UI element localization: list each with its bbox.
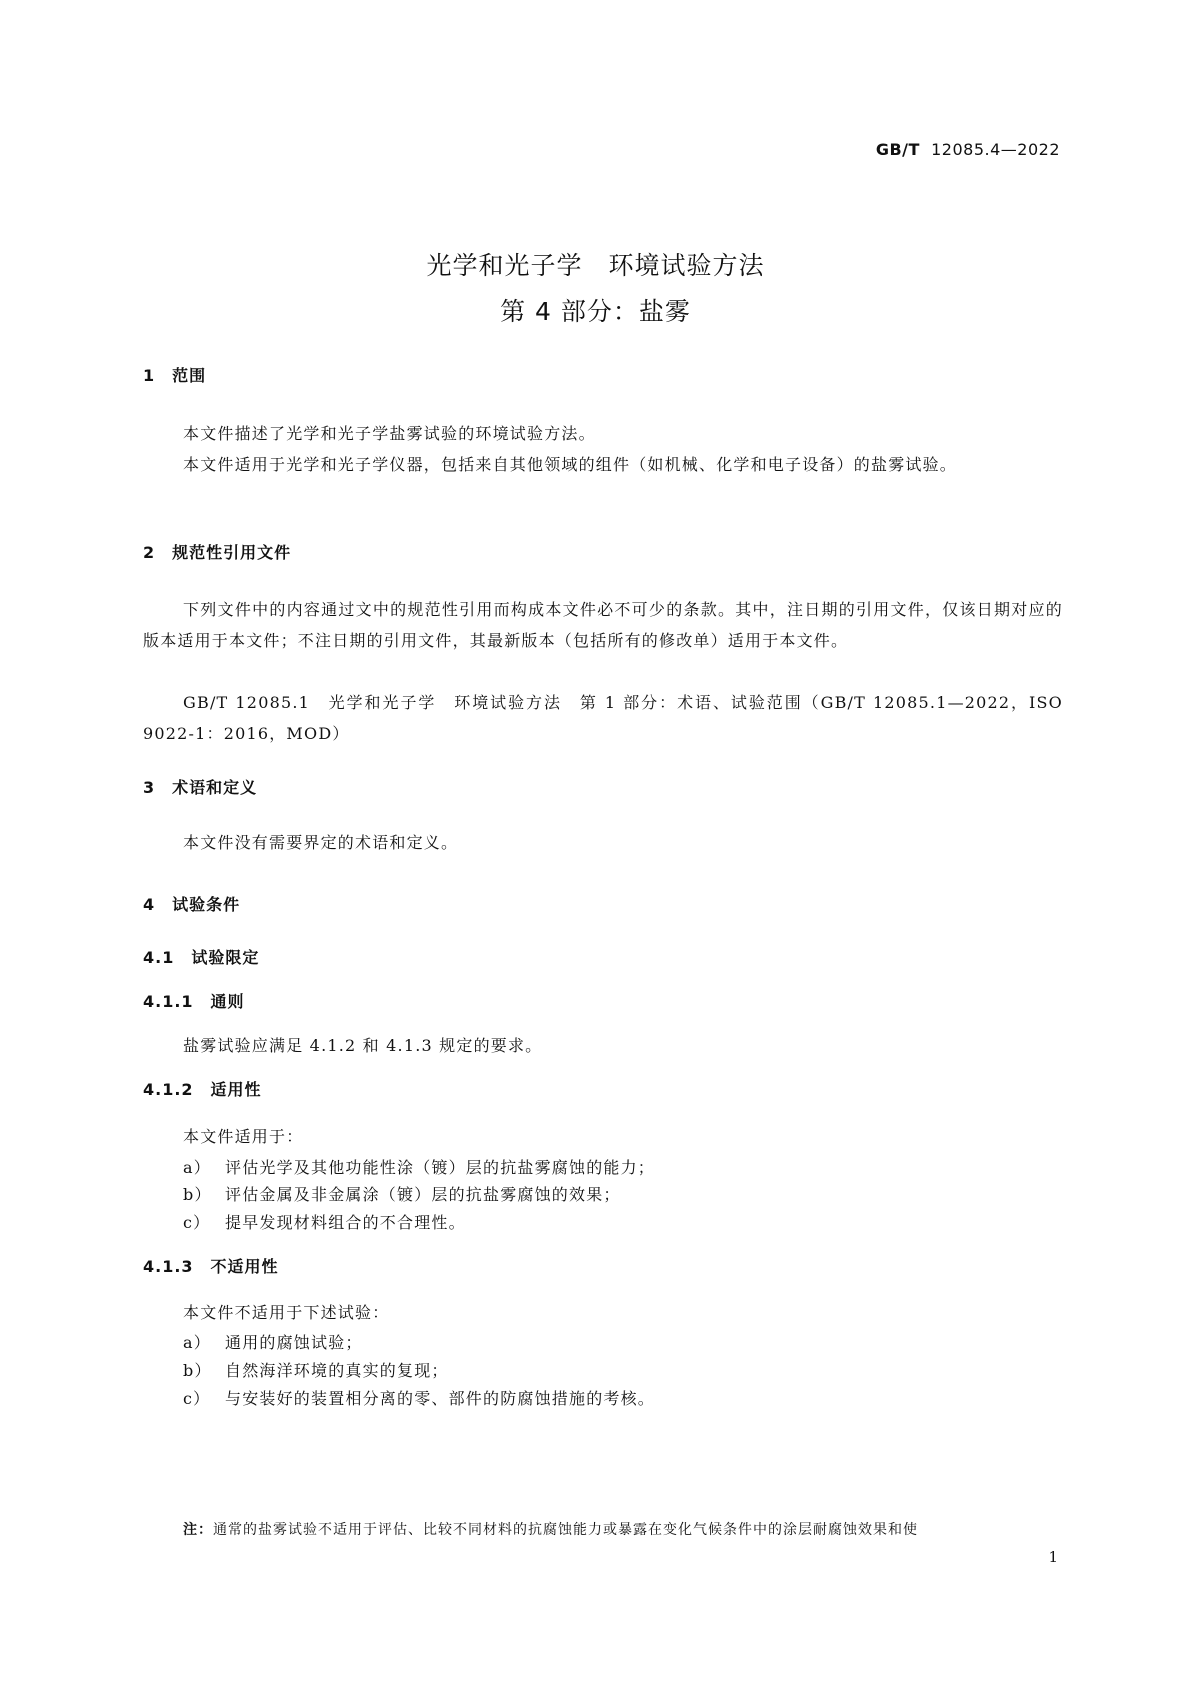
section-4-heading: 4 试验条件 bbox=[143, 895, 241, 914]
section-4-1-2-intro: 本文件适用于： bbox=[183, 1127, 304, 1146]
list-item: a） 通用的腐蚀试验； bbox=[183, 1333, 363, 1352]
standard-code-prefix: GB/T bbox=[875, 140, 920, 159]
list-item: c） 提早发现材料组合的不合理性。 bbox=[183, 1213, 466, 1232]
section-4-1-heading: 4.1 试验限定 bbox=[143, 948, 260, 967]
section-2-paragraph-1: 下列文件中的内容通过文中的规范性引用而构成本文件必不可少的条款。其中，注日期的引用文件，仅该日期对应的版本适用于本文件；不注日期的引用文件，其最新版本（包括所有的修改单）适用于本文件。 bbox=[143, 600, 1063, 650]
note-label: 注： bbox=[183, 1522, 213, 1538]
document-subtitle: 第 4 部分：盐雾 bbox=[500, 297, 691, 326]
section-1-heading: 1 范围 bbox=[143, 366, 207, 385]
section-4-1-3-intro: 本文件不适用于下述试验： bbox=[183, 1303, 390, 1322]
section-3-heading: 3 术语和定义 bbox=[143, 778, 258, 797]
list-item: b） 自然海洋环境的真实的复现； bbox=[183, 1361, 449, 1380]
page-number: 1 bbox=[1048, 1548, 1058, 1566]
list-item: a） 评估光学及其他功能性涂（镀）层的抗盐雾腐蚀的能力； bbox=[183, 1158, 656, 1177]
section-2-reference: GB/T 12085.1 光学和光子学 环境试验方法 第 1 部分：术语、试验范围（GB/T 12085.1—2022，ISO 9022-1：2016，MOD） bbox=[143, 693, 1063, 743]
section-1-paragraph-1: 本文件描述了光学和光子学盐雾试验的环境试验方法。 bbox=[183, 424, 596, 443]
document-title: 光学和光子学 环境试验方法 bbox=[426, 251, 765, 280]
section-1-paragraph-2: 本文件适用于光学和光子学仪器，包括来自其他领域的组件（如机械、化学和电子设备）的盐雾试验。 bbox=[183, 455, 958, 474]
standard-code bbox=[876, 140, 1060, 159]
list-item: c） 与安装好的装置相分离的零、部件的防腐蚀措施的考核。 bbox=[183, 1389, 656, 1408]
note bbox=[183, 1519, 918, 1539]
section-4-1-2-heading: 4.1.2 适用性 bbox=[143, 1080, 262, 1099]
section-3-paragraph-1: 本文件没有需要界定的术语和定义。 bbox=[183, 833, 459, 852]
section-4-1-1-heading: 4.1.1 通则 bbox=[143, 992, 245, 1011]
list-item: b） 评估金属及非金属涂（镀）层的抗盐雾腐蚀的效果； bbox=[183, 1185, 621, 1204]
note-text: 通常的盐雾试验不适用于评估、比较不同材料的抗腐蚀能力或暴露在变化气候条件中的涂层耐腐蚀效果和使 bbox=[213, 1522, 918, 1538]
section-4-1-3-heading: 4.1.3 不适用性 bbox=[143, 1257, 279, 1276]
section-4-1-1-paragraph: 盐雾试验应满足 4.1.2 和 4.1.3 规定的要求。 bbox=[183, 1036, 543, 1055]
standard-code-number: 12085.4—2022 bbox=[931, 140, 1060, 159]
section-2-heading: 2 规范性引用文件 bbox=[143, 543, 292, 562]
